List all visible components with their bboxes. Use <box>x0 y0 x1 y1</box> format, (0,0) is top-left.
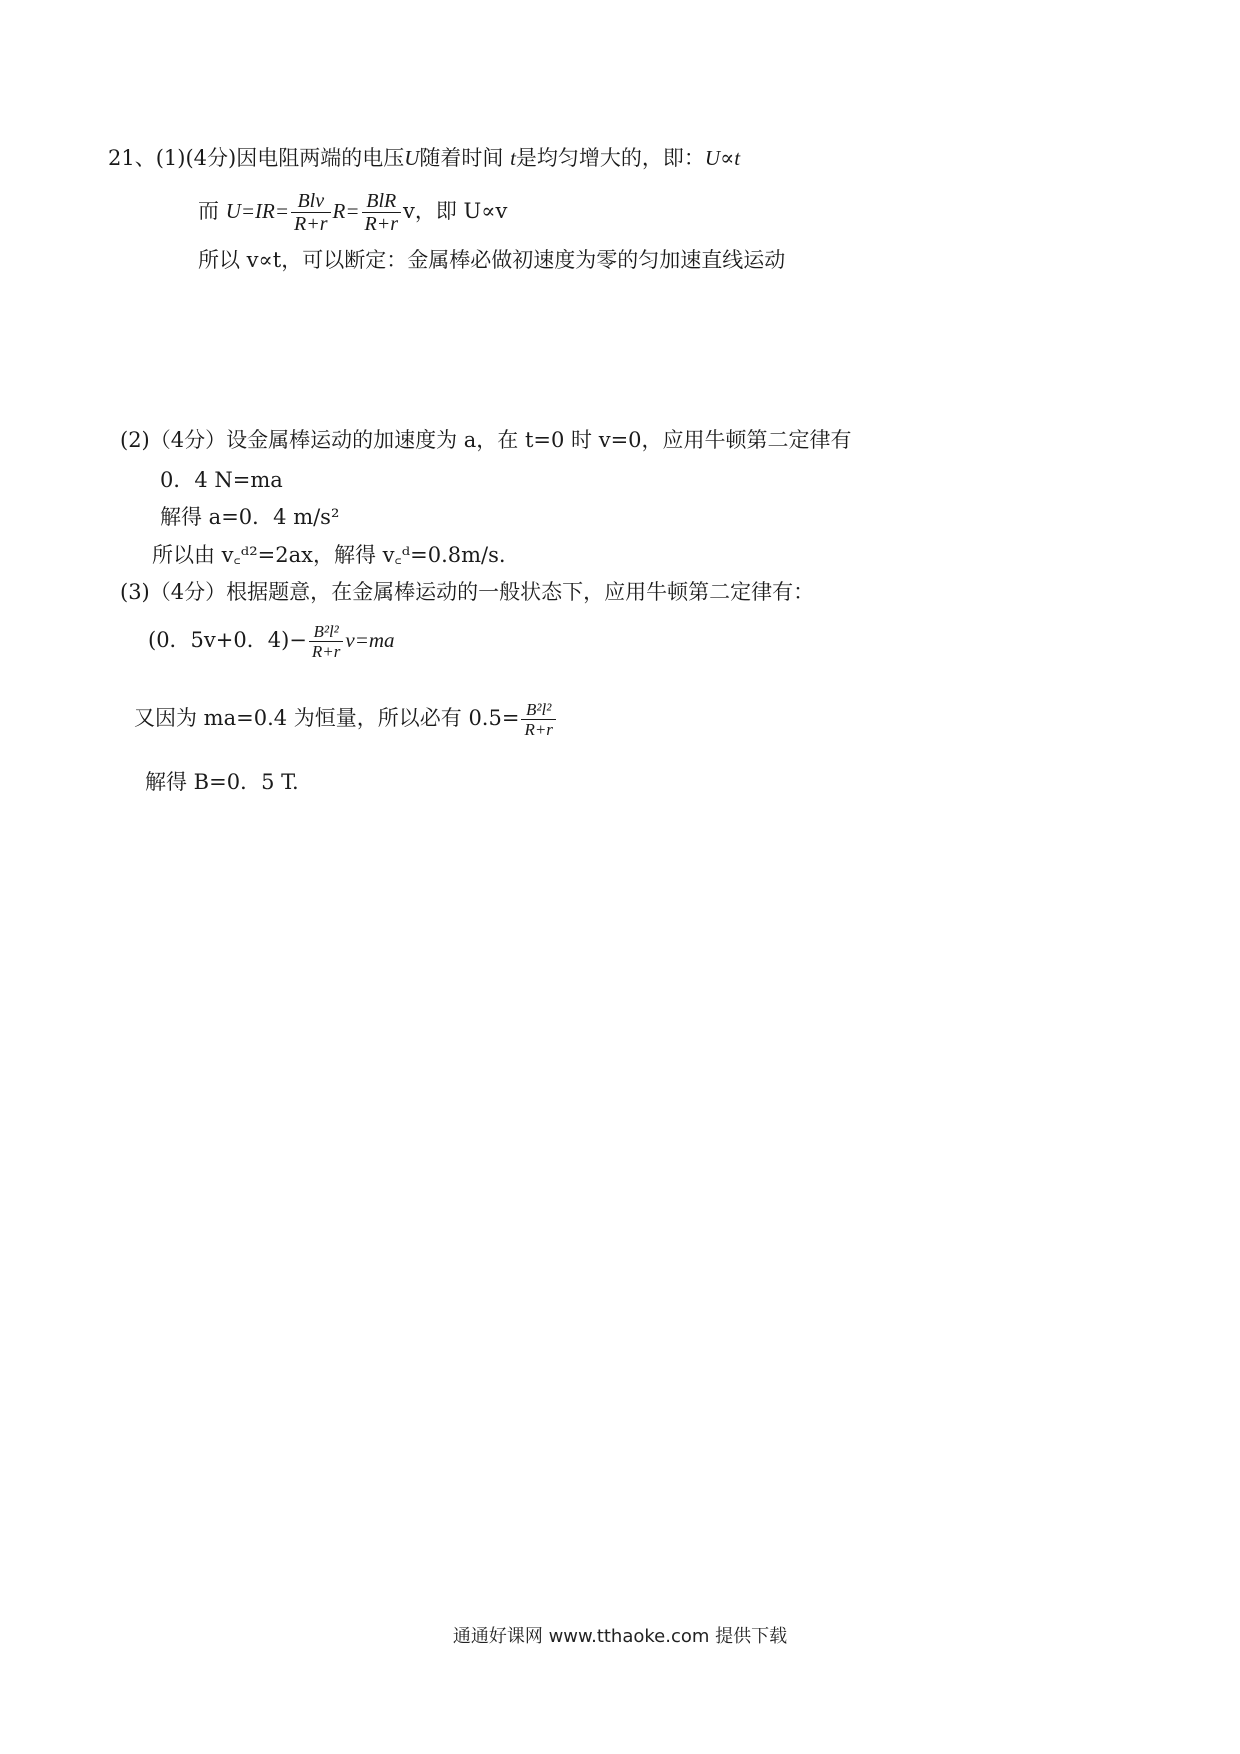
part1-line1-mid: 随着时间 <box>419 146 504 170</box>
fraction-b2l2-second-denominator: R+r <box>524 720 553 739</box>
part3-line4: 解得 B=0．5 T. <box>145 770 299 794</box>
part1-line2 <box>198 190 507 235</box>
fraction-b2l2 <box>309 622 343 661</box>
fraction-b2l2-denominator: R+r <box>311 642 341 661</box>
fraction-blr-numerator: BlR <box>362 190 402 213</box>
part1-line2-tail: v，即 U∝v <box>403 199 508 223</box>
part1-line2-lead: 而 <box>198 199 226 223</box>
part3-eq-lead: (0．5v+0．4)− <box>148 628 307 652</box>
relation-U-t: U∝t <box>704 146 741 170</box>
part1-line1-prefix: 21、(1)(4分)因电阻两端的电压 <box>108 146 405 170</box>
part1-line1-suffix: 是均匀增大的，即： <box>515 146 705 170</box>
part2-line3: 解得 a=0．4 m/s² <box>160 505 340 529</box>
part3-eq-tail: v=ma <box>345 628 395 652</box>
part2-line4: 所以由 v꜀ᵈ²=2ax，解得 v꜀ᵈ=0.8m/s. <box>152 543 506 567</box>
part3-line3-lead: 又因为 ma=0.4 为恒量，所以必有 0.5= <box>134 706 520 730</box>
fraction-b2l2-second-numerator: B²l² <box>521 700 555 720</box>
part3-line1: (3)（4分）根据题意，在金属棒运动的一般状态下，应用牛顿第二定律有： <box>120 580 815 604</box>
fraction-blv-denominator: R+r <box>294 213 328 235</box>
part1-line3: 所以 v∝t，可以断定：金属棒必做初速度为零的匀加速直线运动 <box>198 248 786 272</box>
fraction-blv-numerator: Blv <box>291 190 331 213</box>
fraction-b2l2-second <box>521 700 555 739</box>
var-U: U <box>404 146 420 170</box>
part3-equation <box>148 622 395 661</box>
part1-line2-eq1: U=IR= <box>225 199 290 223</box>
part1-line1 <box>108 144 740 172</box>
part2-line2: 0．4 N=ma <box>160 468 283 492</box>
fraction-blr <box>362 190 402 235</box>
part1-line2-mid: R= <box>332 199 360 223</box>
page-footer: 通通好课网 www.tthaoke.com 提供下载 <box>452 1626 788 1647</box>
fraction-blv <box>291 190 331 235</box>
fraction-b2l2-numerator: B²l² <box>309 622 343 642</box>
part3-line3 <box>134 700 558 739</box>
var-t: t <box>510 146 516 170</box>
fraction-blr-denominator: R+r <box>364 213 399 235</box>
part2-line1: (2)（4分）设金属棒运动的加速度为 a，在 t=0 时 v=0，应用牛顿第二定律有 <box>120 428 852 452</box>
